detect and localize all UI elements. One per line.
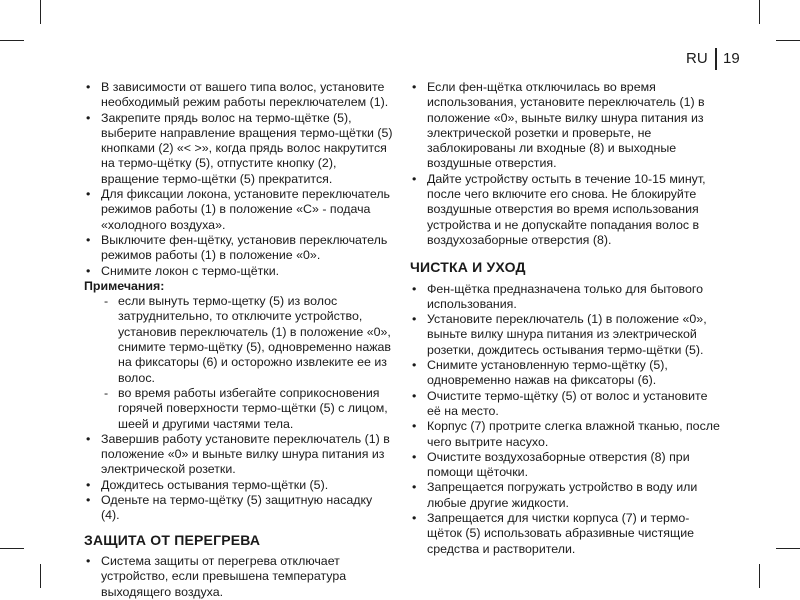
list-item: • Очистите воздухозаборные отверстия (8) при помощи щёточки. (410, 450, 722, 481)
crop-mark-bottom-right-v (759, 564, 760, 588)
care-list (410, 282, 722, 557)
crop-mark-bottom-left-v (40, 564, 41, 588)
list-item: • Корпус (7) протрите слегка влажной тканью, после чего вытрите насухо. (410, 419, 722, 450)
notes-list (84, 294, 394, 432)
list-item: • Дождитесь остывания термо-щётки (5). (84, 478, 394, 493)
crop-mark-top-right-h (776, 40, 800, 41)
list-item: • Система защиты от перегрева отключает устройство, если превышена температура выходящего воздуха. (84, 554, 394, 600)
finish-steps-list (84, 432, 394, 524)
usage-steps-list (84, 80, 394, 279)
list-item: • Снимите локон с термо-щётки. (84, 264, 394, 279)
crop-mark-bottom-right-h (776, 548, 800, 549)
list-item: • Завершив работу установите переключатель (1) в положение «0» и выньте вилку шнура питания из электрической розетки. (84, 432, 394, 478)
notes-title: Примечания: (84, 278, 165, 293)
header-divider (715, 48, 717, 70)
overheat-heading: ЗАЩИТА ОТ ПЕРЕГРЕВА (84, 531, 261, 548)
overheat-list (84, 554, 394, 600)
crop-mark-top-left-v (40, 0, 41, 24)
list-item: • Закрепите прядь волос на термо-щётке (5), выберите направление вращения термо-щётки (5) кнопками (2) «< >», когда прядь волос накрутится на термо-щётку (5), отпустите кнопку (2), вращение термо-щётки (5) прекратится. (84, 111, 394, 187)
note-item: - во время работы избегайте соприкосновения горячей поверхности термо-щётки (5) с лицом, шеей и другими частями тела. (101, 386, 394, 432)
list-item: • Для фиксации локона, установите переключатель режимов работы (1) в положение «C» - подача «холодного воздуха». (84, 187, 394, 233)
note-item: - если вынуть термо-щетку (5) из волос затруднительно, то отключите устройство, установив переключатель (1) в положение «0», снимите термо-щётку (5), одновременно нажав на фиксаторы (6) и осторожно извлеките ее из волос. (101, 294, 394, 386)
list-item: • Выключите фен-щётку, установив переключатель режимов работы (1) в положение «0». (84, 233, 394, 264)
list-item: • Установите переключатель (1) в положение «0», выньте вилку шнура питания из электрической розетки, дождитесь остывания термо-щётки (5). (410, 312, 722, 358)
list-item: • Оденьте на термо-щётку (5) защитную насадку (4). (84, 493, 394, 524)
crop-mark-top-left-h (0, 40, 24, 41)
list-item: • В зависимости от вашего типа волос, установите необходимый режим работы переключателем (1). (84, 80, 394, 111)
left-column (84, 80, 394, 600)
care-heading: ЧИСТКА И УХОД (410, 259, 526, 276)
crop-mark-bottom-left-h (0, 548, 24, 549)
list-item: • Фен-щётка предназначена только для бытового использования. (410, 282, 722, 313)
right-column (410, 80, 722, 557)
list-item: • Запрещается погружать устройство в воду или любые другие жидкости. (410, 480, 722, 511)
crop-mark-top-right-v (759, 0, 760, 24)
list-item: • Запрещается для чистки корпуса (7) и термо-щёток (5) использовать абразивные чистящие средства и растворители. (410, 511, 722, 557)
overheat-continued-list (410, 80, 722, 248)
list-item: • Если фен-щётка отключилась во время использования, установите переключатель (1) в положение «0», выньте вилку шнура питания из электрической розетки и проверьте, не заблокированы ли входные (8) и выходные воздушные отверстия. (410, 80, 722, 172)
list-item: • Дайте устройству остыть в течение 10-15 минут, после чего включите его снова. Не блокируйте воздушные отверстия во время использования устройства и не допускайте попадания волос в воздухозаборные отверстия (8). (410, 172, 722, 248)
list-item: • Очистите термо-щётку (5) от волос и установите её на место. (410, 389, 722, 420)
page-number: 19 (723, 50, 740, 67)
list-item: • Снимите установленную термо-щётку (5), одновременно нажав на фиксаторы (6). (410, 358, 722, 389)
language-code: RU (686, 50, 708, 67)
